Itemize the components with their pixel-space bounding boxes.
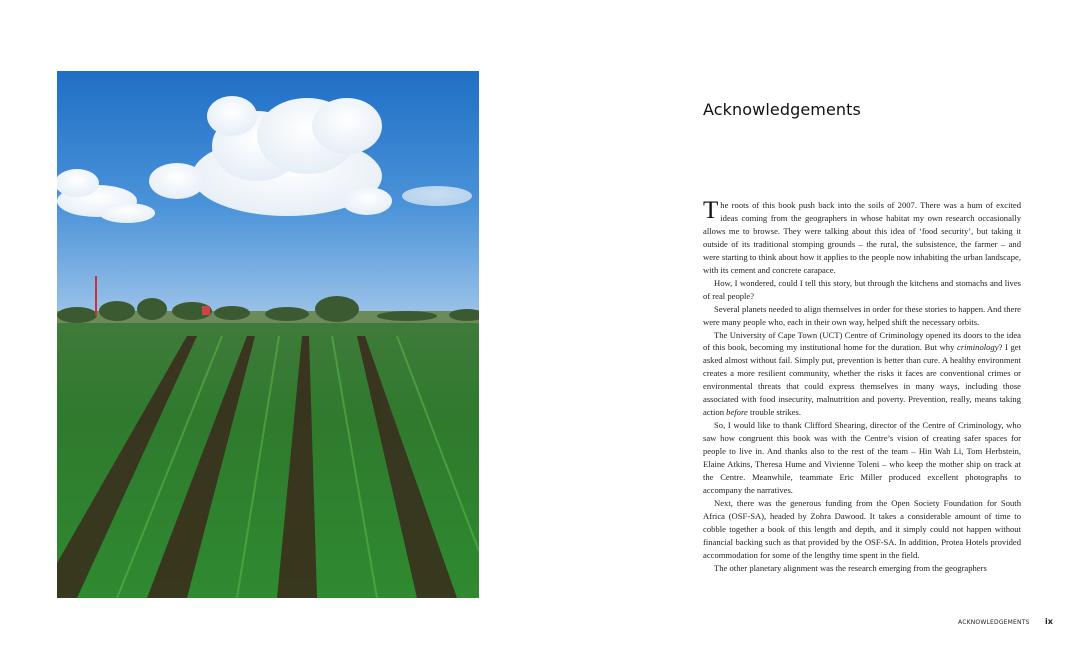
paragraph: The University of Cape Town (UCT) Centre of Criminology opened its doors to the idea of this book, becoming my institutional home for the duration. But why criminology? I get asked almost without fail. Simply put, prevention is better than cure. A healthy environment creates a more resilient community, whether the risks it faces are conventional crimes or environmental threats that could express themselves in many ways, including those associated with food insecurity, malnutrition and poverty. Prevention, really, means taking action before trouble strikes. <box>703 329 1021 418</box>
paragraph: Next, there was the generous funding from the Open Society Foundation for South Africa (OSF-SA), headed by Zohra Dawood. It takes a considerable amount of time to cobble together a book of this length and depth, and it simply could not happen without financial backing such as that provided by the OSF-SA. In addition, Protea Hotels provided accommodation for some of the lengthy time spent in the field. <box>703 497 1021 560</box>
body-text <box>703 199 1021 575</box>
paragraph: So, I would like to thank Clifford Shearing, director of the Centre of Criminology, who saw how congruent this book was with the Centre’s vision of creating safer spaces for people to live in. And thanks also to the rest of the team – Hin Wah Li, Tom Herbstein, Elaine Atkins, Theresa Hume and Vivienne Toleni – who keep the mother ship on track at the Centre. Meanwhile, teammate Eric Miller produced excellent photographs to accompany the narratives. <box>703 420 1021 495</box>
maize-field-photo <box>57 71 479 598</box>
paragraph: Several planets needed to align themselves in order for these stories to happen. And there were many people who, each in their own way, helped shift the necessary orbits. <box>703 303 1021 327</box>
page-title: Acknowledgements <box>703 100 861 119</box>
drop-cap: T <box>703 197 719 224</box>
paragraph: How, I wondered, could I tell this story, but through the kitchens and stomachs and lives of real people? <box>703 277 1021 301</box>
page-number: ix <box>1045 617 1053 626</box>
paragraph: The roots of this book push back into the soils of 2007. There was a hum of excited ideas coming from the geographers in whose habitat my own research occasionally allows me to browse. They were talking about this idea of ‘food security’, but taking it outside of its traditional stomping grounds – the rural, the subsistence, the farmer – and were starting to think about how it applies to the people now inhabiting the urban landscape, with its cement and concrete carapace. <box>703 197 1021 275</box>
paragraph: The other planetary alignment was the research emerging from the geographers <box>714 562 987 573</box>
running-head: ACKNOWLEDGEMENTS <box>958 619 1030 626</box>
